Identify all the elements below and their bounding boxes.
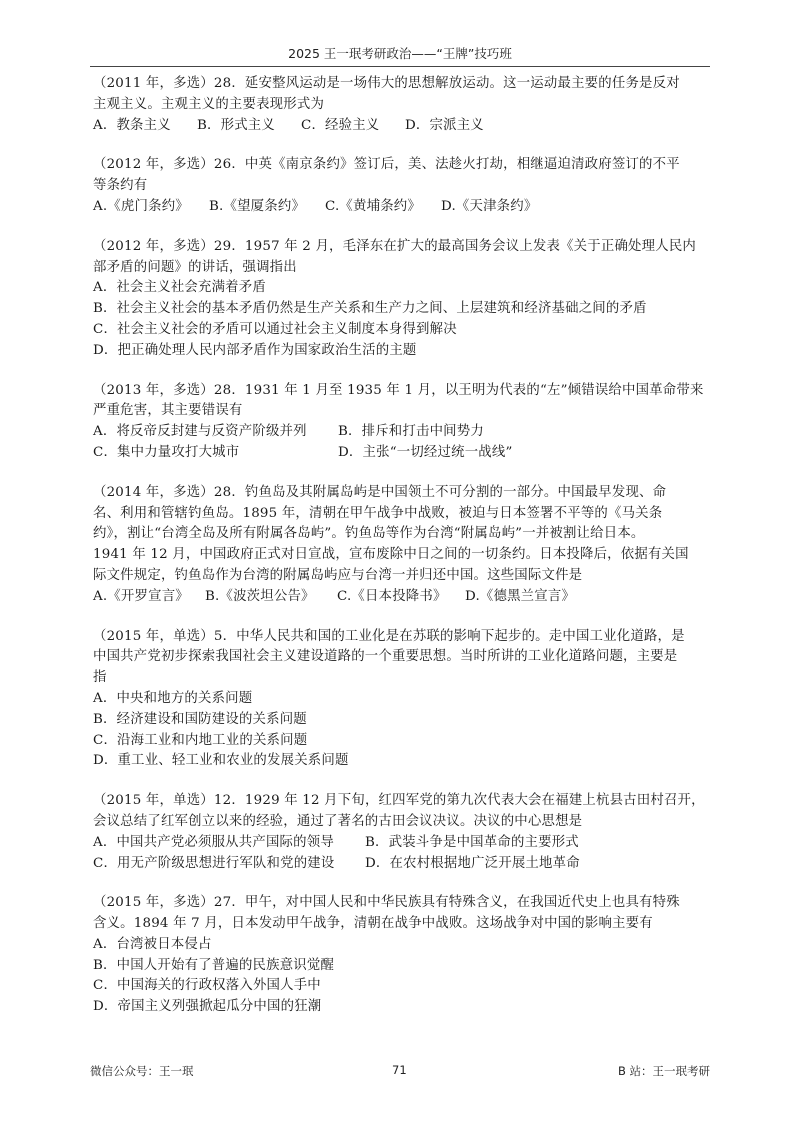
- question-2015-12: [93, 791, 709, 874]
- footer-bilibili: B 站：王一珉考研: [617, 1064, 710, 1078]
- option-a: A．教条主义: [93, 117, 171, 133]
- question-text: 约》，割让“台湾全岛及所有附属各岛屿”。钓鱼岛等作为台湾“附属岛屿”一并被割让给日本。: [93, 526, 645, 542]
- option-a: A.《虎门条约》: [93, 198, 189, 214]
- option-b: B．排斥和打击中间势力: [338, 424, 484, 440]
- question-text: （2015 年，多选）27．甲午，对中国人民和中华民族具有特殊含义，在我国近代史上也具有特殊: [93, 895, 680, 911]
- question-text: （2015 年，单选）12．1929 年 12 月下旬，红四军党的第九次代表大会在福建上杭县古田村召开，: [93, 793, 705, 809]
- option-c: C．中国海关的行政权落入外国人手中: [93, 978, 321, 994]
- page-footer: [90, 1063, 710, 1083]
- question-text: （2013 年，多选）28．1931 年 1 月至 1935 年 1 月，以王明为代表的“左”倾错误给中国革命带来: [93, 382, 704, 398]
- question-text: 严重危害，其主要错误有: [93, 403, 243, 419]
- header-divider: [90, 66, 710, 67]
- question-text: 部矛盾的问题》的讲话，强调指出: [93, 259, 297, 275]
- option-a: A．中国共产党必须服从共产国际的领导: [93, 834, 334, 850]
- question-text: 中国共产党初步探索我国社会主义建设道路的一个重要思想。当时所讲的工业化道路问题，主要是: [93, 649, 678, 665]
- option-a: A．社会主义社会充满着矛盾: [93, 280, 266, 296]
- options-row: [93, 854, 709, 875]
- question-text: 名、利用和管辖钓鱼岛。1895 年，清朝在甲午战争中战败，被迫与日本签署不平等的《马关条: [93, 505, 663, 521]
- option-c: C．用无产阶级思想进行军队和党的建设: [93, 855, 335, 871]
- option-c: C.《黄埔条约》: [325, 198, 421, 214]
- option-b: B．武装斗争是中国革命的主要形式: [365, 834, 579, 850]
- option-d: D．在农村根据地广泛开展土地革命: [365, 855, 580, 871]
- question-text: 含义。1894 年 7 月，日本发动甲午战争，清朝在战争中战败。这场战争对中国的影响主要有: [93, 916, 653, 932]
- options-row: [93, 422, 709, 443]
- option-b: B．中国人开始有了普遍的民族意识觉醒: [93, 957, 335, 973]
- option-b: B.《波茨坦公告》: [205, 588, 315, 604]
- question-text: （2014 年，多选）28．钓鱼岛及其附属岛屿是中国领土不可分割的一部分。中国最早发现、命: [93, 484, 667, 500]
- option-a: A．台湾被日本侵占: [93, 936, 212, 952]
- footer-wechat: 微信公众号：王一珉: [90, 1064, 194, 1078]
- option-d: D．主张“一切经过统一战线”: [338, 444, 513, 460]
- option-d: D.《德黑兰宣言》: [465, 588, 576, 604]
- options-row: [93, 833, 709, 854]
- options-row: [93, 587, 709, 608]
- question-text: 指: [93, 670, 107, 686]
- question-2012-26: [93, 155, 709, 217]
- option-d: D．帝国主义列强掀起瓜分中国的狂潮: [93, 999, 322, 1015]
- question-2014-28: [93, 483, 709, 608]
- option-a: A．将反帝反封建与反资产阶级并列: [93, 424, 307, 440]
- page-number: 71: [392, 1063, 407, 1077]
- option-d: D．重工业、轻工业和农业的发展关系问题: [93, 753, 349, 769]
- option-b: B.《望厦条约》: [209, 198, 306, 214]
- question-text: 际文件规定，钓鱼岛作为台湾的附属岛屿应与台湾一并归还中国。这些国际文件是: [93, 567, 583, 583]
- option-c: C．沿海工业和内地工业的关系问题: [93, 732, 308, 748]
- question-text: 主观主义。主观主义的主要表现形式为: [93, 96, 325, 112]
- option-d: D．宗派主义: [405, 117, 484, 133]
- options-row: [93, 116, 709, 137]
- question-text: （2011 年，多选）28．延安整风运动是一场伟大的思想解放运动。这一运动最主要的任务是反对: [93, 76, 680, 91]
- question-text: 等条约有: [93, 178, 148, 194]
- question-text: 1941 年 12 月，中国政府正式对日宣战，宣布废除中日之间的一切条约。日本投降后，依据有关国: [93, 547, 689, 563]
- option-b: B．社会主义社会的基本矛盾仍然是生产关系和生产力之间、上层建筑和经济基础之间的矛盾: [93, 301, 647, 317]
- question-list: [93, 74, 709, 1037]
- option-c: C．经验主义: [301, 117, 380, 133]
- question-text: （2012 年，多选）26．中英《南京条约》签订后，美、法趁火打劫，相继逼迫清政府签订的不平: [93, 157, 680, 173]
- option-d: D.《天津条约》: [441, 198, 538, 214]
- question-2011-28: [93, 74, 709, 136]
- options-row: [93, 197, 709, 218]
- option-a: A.《开罗宣言》: [93, 588, 189, 604]
- question-text: 会议总结了红军创立以来的经验，通过了著名的古田会议决议。决议的中心思想是: [93, 813, 583, 829]
- page-header: 2025 王一珉考研政治——“王牌”技巧班: [288, 46, 512, 61]
- question-2015-5: [93, 627, 709, 773]
- option-c: C．集中力量攻打大城市: [93, 444, 240, 460]
- option-a: A．中央和地方的关系问题: [93, 690, 253, 706]
- option-b: B．经济建设和国防建设的关系问题: [93, 711, 307, 727]
- question-text: （2012 年，多选）29．1957 年 2 月，毛泽东在扩大的最高国务会议上发表《关于正确处理人民内: [93, 238, 697, 254]
- option-c: C．社会主义社会的矛盾可以通过社会主义制度本身得到解决: [93, 321, 457, 337]
- question-2015-27: [93, 893, 709, 1018]
- options-row: [93, 443, 709, 464]
- option-c: C.《日本投降书》: [337, 588, 447, 604]
- option-d: D．把正确处理人民内部矛盾作为国家政治生活的主题: [93, 342, 417, 358]
- option-b: B．形式主义: [197, 117, 275, 133]
- question-2012-29: [93, 237, 709, 362]
- question-text: （2015 年，单选）5．中华人民共和国的工业化是在苏联的影响下起步的。走中国工业化道路，是: [93, 628, 685, 644]
- question-2013-28: [93, 381, 709, 464]
